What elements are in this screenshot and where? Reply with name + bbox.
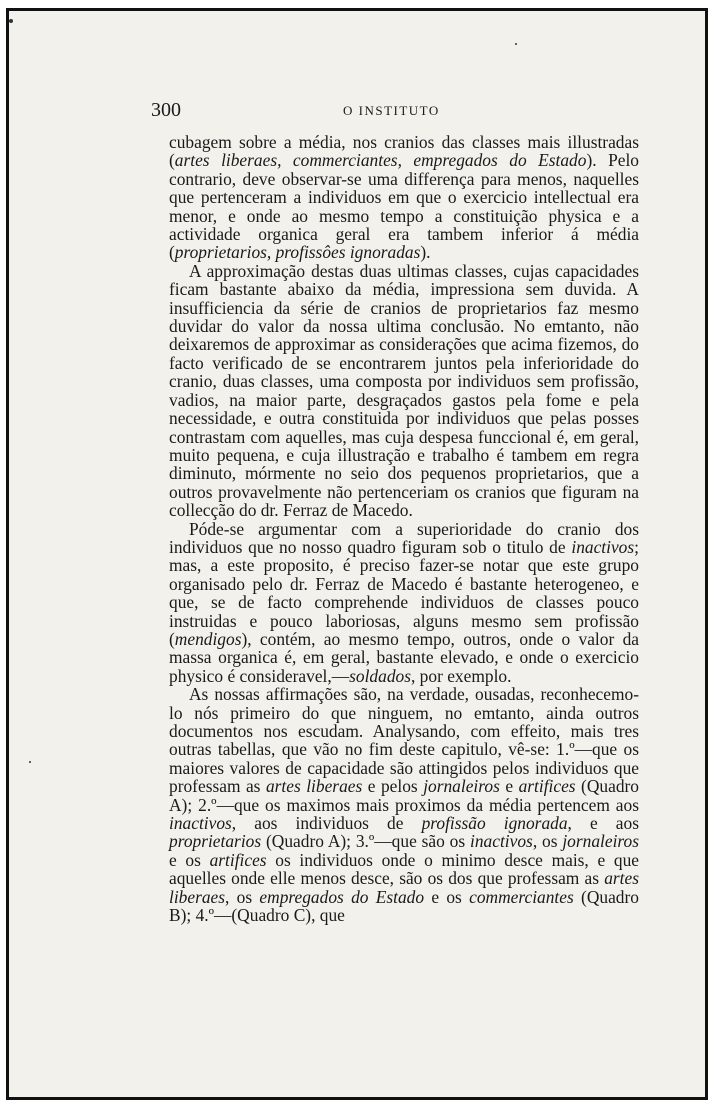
page-header <box>151 99 645 123</box>
text-run: ; mas, a este proposito, é preciso fazer-se notar que este grupo organisado pelo dr. Ferraz de Macedo é bastante heterogeneo, e que, se de facto comprehende individuos de classes pouco instruidas e pouco laboriosas, alguns mesmo sem profissão ( <box>169 536 639 649</box>
italic-run: artes liberaes <box>265 776 363 797</box>
text-run: ). <box>420 242 431 263</box>
paragraph <box>169 133 639 262</box>
italic-run: empregados do Estado <box>259 886 425 907</box>
italic-run: inactivos <box>470 831 533 852</box>
text-run: A approximação destas duas ultimas classes, cujas capacidades ficam bastante abaixo da média, impressiona sem duvida. A insufficiencia da série de cranios de proprietarios faz mesmo duvidar do valor da nossa ultima conclusão. No emtanto, não deixaremos de approximar as considerações que acima fizemos, do facto verificado de se encontrarem juntos pela inferioridade do cranio, duas classes, uma composta por individuos sem profissão, vadios, na maior parte, desgraçados gastos pela fome e pela necessidade, e outra constituida por individuos que pelas posses contrastam com aquelles, mas cuja despesa funccional é, em geral, muito pequena, e cuja illustração e trabalho é tambem em regra diminuto, mórmente no seio dos pequenos proprietarios, que a outros provavelmente não pertenceriam os cranios que figuram na collecção do dr. Ferraz de Macedo. <box>169 260 639 521</box>
italic-run: artes liberaes, commerciantes, empregados do Estado <box>174 150 587 171</box>
paragraph <box>169 262 639 520</box>
italic-run: artifices <box>518 776 576 797</box>
italic-run: mendigos <box>174 628 242 649</box>
ink-speck <box>9 19 13 23</box>
text-run: (Quadro B); 4.º—(Quadro C), que <box>169 886 639 926</box>
ink-speck <box>29 761 31 763</box>
text-run: ). Pelo contrario, deve observar-se uma differença para menos, naquelles que pertenceram a individuos em que o exercicio intellectual era menor, e onde ao mesmo tempo a constituição physica e a actividade organica geral era tambem inferior á média ( <box>169 150 640 263</box>
scanned-page <box>6 8 708 1100</box>
italic-run: jornaleiros <box>423 776 500 797</box>
text-run: e os <box>424 886 470 907</box>
italic-run: inactivos <box>169 813 232 834</box>
text-run: , aos individuos de <box>231 813 422 834</box>
text-run: , os <box>532 831 563 852</box>
text-run: , e aos <box>567 813 639 834</box>
text-run: ), contém, ao mesmo tempo, outros, onde o valor da massa organica é, em geral, bastante elevado, e onde o exercicio physico é consideravel,— <box>169 628 639 686</box>
body-text <box>169 133 639 924</box>
text-run: Póde-se argumentar com a superioridade do cranio dos individuos que no nosso quadro figuram sob o titulo de <box>169 518 639 557</box>
text-run: os individuos onde o minimo desce mais, e que aquelles onde elle menos desce, são os dos que professam as <box>169 849 639 889</box>
text-run: (Quadro A); 3.º—que são os <box>261 831 471 852</box>
ink-speck <box>515 43 517 45</box>
italic-run: commerciantes <box>469 886 574 907</box>
text-run: e os <box>169 849 210 870</box>
italic-run: soldados <box>349 665 411 686</box>
italic-run: artes liberaes <box>169 868 639 907</box>
text-run: e pelos <box>362 776 424 797</box>
text-run: , por exemplo. <box>410 665 512 686</box>
text-run: e <box>499 776 519 797</box>
italic-run: profissão ignorada <box>421 813 568 834</box>
text-run: , os <box>225 886 260 907</box>
italic-run: artifices <box>209 849 267 870</box>
text-run: cubagem sobre a média, nos cranios das classes mais illustradas ( <box>169 132 639 171</box>
running-head: O INSTITUTO <box>343 103 440 118</box>
paragraph <box>169 685 639 924</box>
page-number: 300 <box>151 99 181 121</box>
italic-run: proprietarios <box>169 831 262 852</box>
italic-run: proprietarios, profissôes ignoradas <box>174 242 421 263</box>
text-run: As nossas affirmações são, na verdade, ousadas, reconhecemo-lo nós primeiro do que ninguem, no emtanto, ainda outros documentos nos escudam. Analysando, com effeito, mais tres outras tabellas, que vão no fim deste capitulo, vê-se: 1.º—que os maiores valores de capacidade são attingidos pelos individuos que professam as <box>169 684 639 797</box>
paragraph <box>169 520 639 686</box>
italic-run: jornaleiros <box>562 831 639 852</box>
text-run: (Quadro A); 2.º—que os maximos mais proximos da média pertencem aos <box>169 776 640 815</box>
italic-run: inactivos <box>571 536 635 557</box>
